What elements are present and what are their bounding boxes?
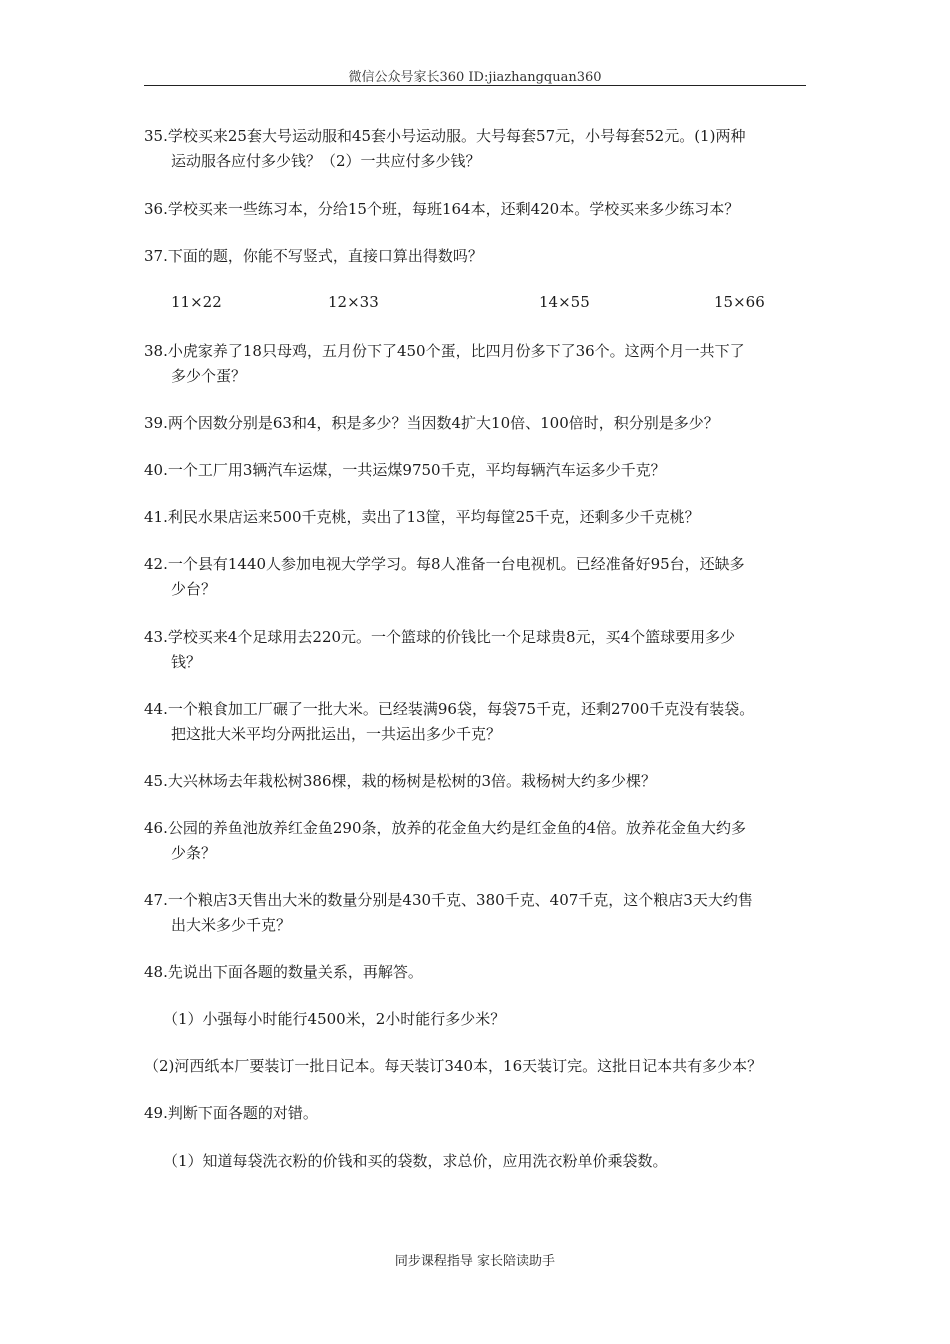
question-47 — [144, 888, 812, 938]
question-35 — [144, 124, 812, 174]
question-44 — [144, 697, 812, 747]
question-37-line1: 37.下面的题，你能不写竖式，直接口算出得数吗？ — [144, 247, 483, 265]
question-39 — [144, 411, 812, 436]
question-36-line1: 36.学校买来一些练习本，分给15个班，每班164本，还剩420本。学校买来多少练习本？ — [144, 200, 740, 218]
question-48-sub2: （2)河西纸本厂要装订一批日记本。每天装订340本，16天装订完。这批日记本共有多少本？ — [144, 1057, 763, 1075]
expression-2: 12×33 — [328, 293, 379, 311]
question-35-line2: 运动服各应付多少钱？（2）一共应付多少钱？ — [171, 152, 481, 170]
question-46 — [144, 816, 812, 866]
question-38-line1: 38.小虎家养了18只母鸡，五月份下了450个蛋，比四月份多下了36个。这两个月一共下了 — [144, 342, 745, 360]
expression-1: 11×22 — [171, 293, 222, 311]
question-43 — [144, 625, 812, 675]
question-44-line1: 44.一个粮食加工厂碾了一批大米。已经装满96袋，每袋75千克，还剩2700千克没有装袋。 — [144, 700, 755, 718]
question-49-line1: 49.判断下面各题的对错。 — [144, 1104, 318, 1122]
question-41 — [144, 505, 812, 530]
question-42-line2: 少台？ — [171, 580, 217, 598]
question-39-line1: 39.两个因数分别是63和4，积是多少？当因数4扩大10倍、100倍时，积分别是多少？ — [144, 414, 719, 432]
question-49 — [144, 1101, 812, 1126]
question-38-line2: 多少个蛋？ — [171, 367, 247, 385]
question-47-line1: 47.一个粮店3天售出大米的数量分别是430千克、380千克、407千克，这个粮店3天大约售 — [144, 891, 753, 909]
question-37 — [144, 244, 812, 269]
question-46-line1: 46.公园的养鱼池放养红金鱼290条，放养的花金鱼大约是红金鱼的4倍。放养花金鱼大约多 — [144, 819, 747, 837]
page-header: 微信公众号家长360 ID:jiazhangquan360 — [348, 70, 602, 85]
question-42 — [144, 552, 812, 602]
question-48-line1: 48.先说出下面各题的数量关系，再解答。 — [144, 963, 423, 981]
header-rule — [144, 85, 806, 86]
question-46-line2: 少条？ — [171, 844, 217, 862]
question-35-line1: 35.学校买来25套大号运动服和45套小号运动服。大号每套57元，小号每套52元。(1)两种 — [144, 127, 746, 145]
question-47-line2: 出大米多少千克？ — [171, 916, 292, 934]
page-footer: 同步课程指导 家长陪读助手 — [394, 1254, 556, 1269]
expression-3: 14×55 — [539, 293, 590, 311]
expression-4: 15×66 — [714, 293, 765, 311]
question-40-line1: 40.一个工厂用3辆汽车运煤，一共运煤9750千克，平均每辆汽车运多少千克？ — [144, 461, 666, 479]
question-42-line1: 42.一个县有1440人参加电视大学学习。每8人准备一台电视机。已经准备好95台，还缺多 — [144, 555, 745, 573]
question-44-line2: 把这批大米平均分两批运出，一共运出多少千克？ — [171, 725, 502, 743]
question-43-line1: 43.学校买来4个足球用去220元。一个篮球的价钱比一个足球贵8元，买4个篮球要用多少 — [144, 628, 736, 646]
question-48 — [144, 960, 812, 985]
question-41-line1: 41.利民水果店运来500千克桃，卖出了13筐，平均每筐25千克，还剩多少千克桃？ — [144, 508, 700, 526]
question-49-sub1: （1）知道每袋洗衣粉的价钱和买的袋数，求总价，应用洗衣粉单价乘袋数。 — [163, 1152, 668, 1170]
question-45-line1: 45.大兴林场去年栽松树386棵，栽的杨树是松树的3倍。栽杨树大约多少棵？ — [144, 772, 657, 790]
question-38 — [144, 339, 812, 389]
question-40 — [144, 458, 812, 483]
question-45 — [144, 769, 812, 794]
question-36 — [144, 197, 812, 222]
question-43-line2: 钱？ — [171, 653, 202, 671]
question-48-sub1: （1）小强每小时能行4500米，2小时能行多少米？ — [163, 1010, 506, 1028]
